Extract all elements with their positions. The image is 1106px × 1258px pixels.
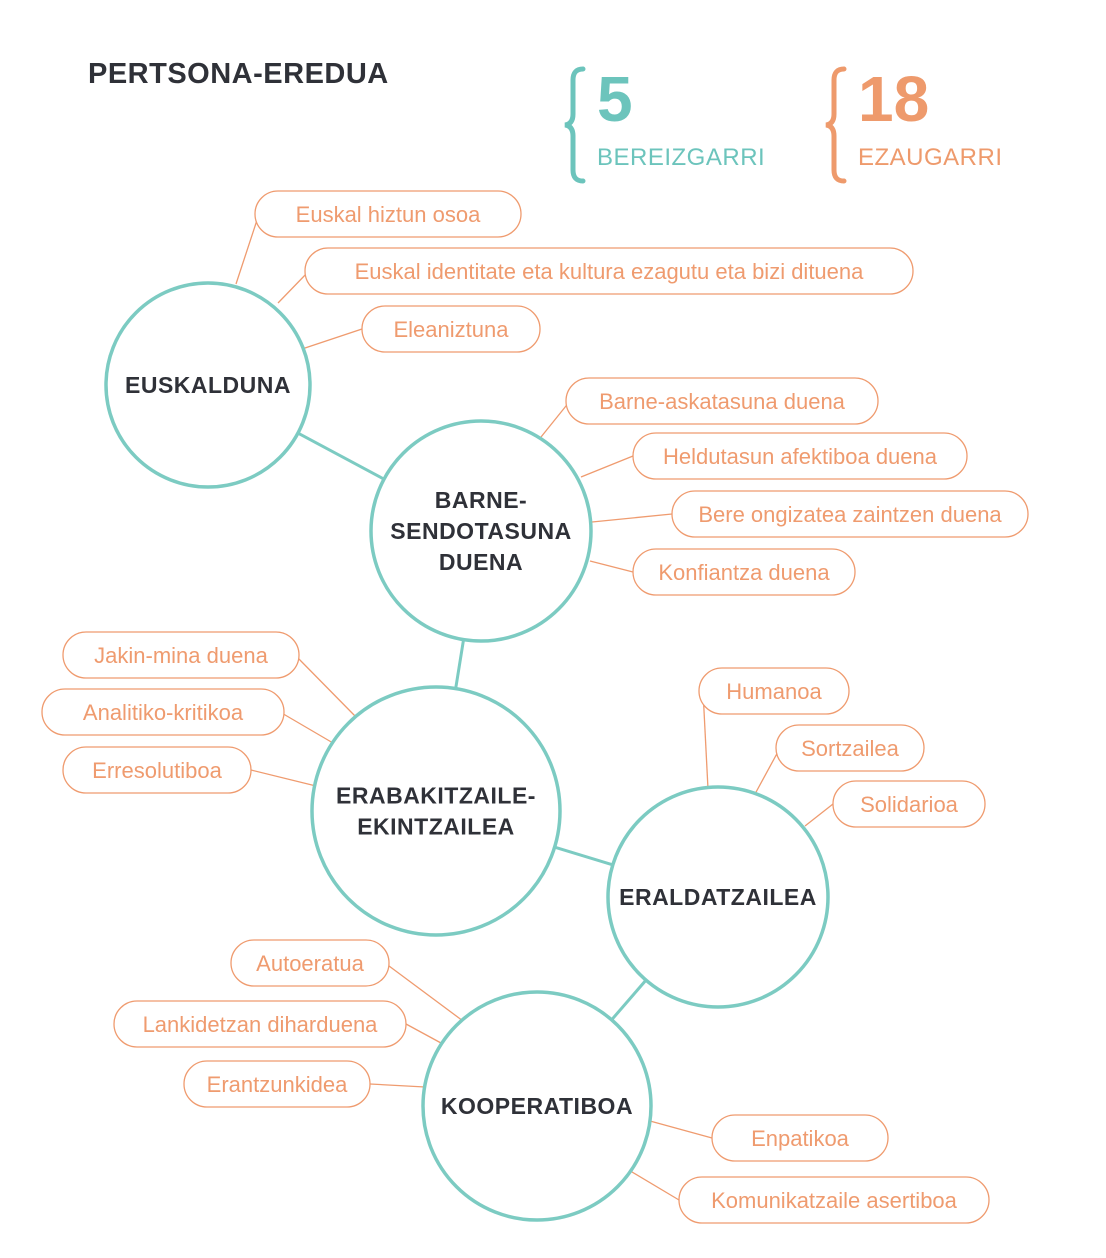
page-title: PERTSONA-EREDUA <box>88 58 389 90</box>
trait-pill <box>833 781 985 827</box>
trait-connector <box>251 770 316 786</box>
trait-label: Konfiantza duena <box>658 560 830 585</box>
trait-label: Erresolutiboa <box>92 758 222 783</box>
trait-pill <box>699 668 849 714</box>
trait-connector <box>650 1121 712 1138</box>
trait-connector <box>541 401 570 437</box>
trait-connector <box>805 804 833 826</box>
trait-pill <box>679 1177 989 1223</box>
trait-label: Erantzunkidea <box>206 1072 348 1097</box>
trait-pill <box>255 191 521 237</box>
trait-pill <box>63 747 251 793</box>
trait-connector <box>280 712 333 743</box>
trait-label: Analitiko-kritikoa <box>82 700 244 725</box>
trait-pill <box>776 725 924 771</box>
trait-pill <box>712 1115 888 1161</box>
trait-connector <box>278 271 309 303</box>
trait-connector <box>755 748 780 794</box>
trait-connector <box>581 456 633 477</box>
trait-label: Heldutasun afektiboa duena <box>663 444 937 469</box>
trait-pill <box>362 306 540 352</box>
node-label: DUENA <box>438 549 524 575</box>
trait-pill <box>63 632 299 678</box>
trait-label: Sortzailea <box>801 736 899 761</box>
trait-pill <box>633 433 967 479</box>
trait-label: Jakin-mina duena <box>94 643 268 668</box>
node-barne <box>371 421 591 641</box>
trait-connector <box>592 514 672 522</box>
trait-label: Autoeratua <box>256 951 364 976</box>
node-label: ERABAKITZAILE- <box>336 782 536 809</box>
trait-pill <box>305 248 913 294</box>
trait-connector <box>295 655 356 717</box>
trait-connector <box>370 1084 425 1087</box>
trait-pill <box>184 1061 370 1107</box>
node-erabakitzaile <box>312 687 560 935</box>
node-label: EKINTZAILEA <box>357 813 515 840</box>
trait-label: Lankidetzan diharduena <box>142 1012 378 1037</box>
trait-label: Komunikatzaile asertiboa <box>711 1188 957 1213</box>
trait-connector <box>406 1024 441 1043</box>
trait-pill <box>231 940 389 986</box>
node-kooperatiboa <box>423 992 651 1220</box>
node-eraldatzailea <box>608 787 828 1007</box>
stat-number: 18 <box>858 63 930 135</box>
trait-label: Barne-askatasuna duena <box>599 389 845 414</box>
node-label: SENDOTASUNA <box>390 518 572 544</box>
stat-number: 5 <box>597 63 633 135</box>
stat-label: BEREIZGARRI <box>597 144 766 171</box>
trait-label: Eleaniztuna <box>393 317 509 342</box>
node-label: KOOPERATIBOA <box>440 1093 634 1119</box>
trait-label: Enpatikoa <box>751 1126 849 1151</box>
trait-connector <box>236 214 259 284</box>
trait-label: Solidarioa <box>860 792 958 817</box>
trait-pill <box>114 1001 406 1047</box>
node-label: BARNE- <box>434 487 528 513</box>
trait-pill <box>672 491 1028 537</box>
node-label: EUSKALDUNA <box>125 372 291 398</box>
trait-connector <box>590 561 633 572</box>
trait-pill <box>633 549 855 595</box>
trait-connector <box>302 329 362 349</box>
trait-label: Bere ongizatea zaintzen duena <box>698 502 1002 527</box>
stat-label: EZAUGARRI <box>858 144 1003 171</box>
trait-label: Humanoa <box>726 679 822 704</box>
node-label: ERALDATZAILEA <box>619 884 817 910</box>
trait-pill <box>42 689 284 735</box>
node-euskalduna <box>106 283 310 487</box>
trait-pill <box>566 378 878 424</box>
trait-label: Euskal hiztun osoa <box>295 202 481 227</box>
trait-label: Euskal identitate eta kultura ezagutu eta bizi dituena <box>354 259 864 284</box>
